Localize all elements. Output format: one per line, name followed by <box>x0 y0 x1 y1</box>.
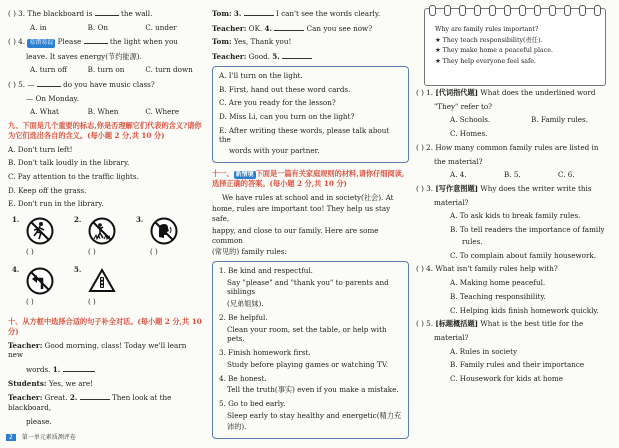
sign-3: 3. ( ) <box>136 215 198 259</box>
rule-5-desc2: 沛的). <box>227 422 247 432</box>
section-10-title: 十、从方框中选择合适的句子补全对话。(每小题 2 分,共 10 分) <box>8 317 202 336</box>
sign-1-answer[interactable]: ( ) <box>26 248 34 257</box>
sign-meaning-b: B. Don't talk loudly in the library. <box>8 158 130 168</box>
question-4: ( ) 4. 易错易混 Please the light when you <box>8 37 178 47</box>
rule-3-desc: Study before playing games or watching TV. <box>227 359 389 369</box>
question-5-options: A. What B. When C. Where <box>30 107 180 117</box>
dialogue-line-6: Tom: Yes, Thank you! <box>212 37 292 47</box>
box-option-a: A. I'll turn on the light. <box>219 70 303 80</box>
passage-line-4: (常见的) family rules: <box>212 247 287 257</box>
answer-blank[interactable] <box>80 392 110 400</box>
box-option-e-cont: words with your partner. <box>229 146 320 156</box>
sign-3-answer[interactable]: ( ) <box>150 248 158 257</box>
answer-blank[interactable] <box>37 79 61 87</box>
sign-4-answer[interactable]: ( ) <box>26 298 34 307</box>
new-context-tag: 新情境 <box>235 170 254 178</box>
rule-5-desc: Sleep early to stay healthy and energetic(精力充 <box>227 410 402 420</box>
reading-q3-option-c: C. To complain about family housework. <box>450 250 597 260</box>
sign-5-answer[interactable]: ( ) <box>88 298 96 307</box>
reading-q3: ( ) 3. [写作意图题] Why does the writer write this <box>416 184 592 194</box>
question-5-line2: — On Monday. <box>26 93 79 103</box>
question-4-line2: leave. It saves energy(节约能源). <box>26 51 142 61</box>
notebook-text: Why are family rules important? ★ They teach responsibility(责任). ★ They make home a peaceful place. ★ They help everyone feel safe. <box>435 26 553 66</box>
reading-q4-option-a: A. Making home peaceful. <box>450 278 546 288</box>
sign-5: 5. ( ) <box>74 265 136 309</box>
sign-meaning-c: C. Pay attention to the traffic lights. <box>8 172 139 181</box>
question-3-options: A. in B. On C. under <box>30 22 177 32</box>
sign-1: 1. ( ) <box>12 215 74 259</box>
section-11-title: 十一、 新情境 下面是一篇有关家庭规则的材料,请你仔细阅读,选择正确的答案。(每小题 2 分,共 10 分) <box>212 168 405 188</box>
reading-q2: ( ) 2. How many common family rules are listed in <box>416 142 599 152</box>
reading-q3-option-b-cont: rules. <box>462 236 483 246</box>
reading-q2-line2: the material? <box>434 156 483 166</box>
box-option-e: E. After writing these words, please talk about the <box>219 125 390 145</box>
dialogue-line-1: Teacher: Good morning, class! Today we'll learn new <box>8 340 187 360</box>
notebook-card <box>424 8 606 86</box>
sign-4: 4. ( ) <box>12 265 74 309</box>
reading-q5-option-a: A. Rules in society <box>450 346 518 356</box>
answer-blank[interactable] <box>274 23 304 31</box>
keep-off-grass-sign-icon <box>88 217 116 245</box>
answer-blank[interactable] <box>63 364 95 372</box>
dialogue-line-7: Teacher: Good. 5. <box>212 51 409 62</box>
reading-q3-line2: material? <box>434 197 469 207</box>
passage-line-3: happy, and close to our family. Here are some common <box>212 225 379 245</box>
reading-q4: ( ) 4. What isn't family rules help with? <box>416 264 558 274</box>
reading-q1: ( ) 1. [代词指代题] What does the underlined word <box>416 88 596 97</box>
question-tag: 易错易混 <box>29 39 54 47</box>
answer-blank[interactable] <box>95 8 119 16</box>
dialogue-line-1b: words. 1. <box>8 364 203 375</box>
dialogue-line-2: Students: Yes, we are! <box>8 378 94 388</box>
reading-q4-option-b: B. Teaching responsibility. <box>450 291 546 301</box>
page-footer <box>6 432 76 441</box>
family-rules-box <box>212 261 409 439</box>
box-option-d: D. Miss Li, can you turn on the light? <box>219 112 355 122</box>
question-3: ( ) 3. The blackboard is the wall. <box>8 9 153 18</box>
question-4-options: A. turn off B. turn on C. turn down <box>30 65 193 75</box>
reading-q5-option-c: C. Housework for kids at home <box>450 374 563 384</box>
dialogue-line-4: Tom: 3. I can't see the words clearly. <box>212 9 381 18</box>
options-box <box>212 66 409 163</box>
reading-q1-line2: "They" refer to? <box>434 101 493 111</box>
reading-q5: ( ) 5. [标题概括题] What is the best title for the <box>416 319 584 329</box>
reading-q1-option-c: C. Homes. <box>450 129 488 139</box>
answer-blank[interactable] <box>244 8 274 16</box>
passage-line-1: We have rules at school and in society(社会). At <box>222 192 394 202</box>
rule-4-desc: Tell the truth(事实) even if you make a mistake. <box>227 385 399 395</box>
rule-2-desc: Clean your room, set the table, or help with pets. <box>227 324 387 344</box>
section-9-title: 九、下面是几个重要的标志,你是否理解它们代表的含义?请你为它们选出各自的含义。(每小题 2 分,共 10 分) <box>8 121 202 140</box>
question-5: ( ) 5. — do you have music class? <box>8 79 155 89</box>
answer-blank[interactable] <box>282 51 312 59</box>
reading-q3-option-a: A. To ask kids to break family rules. <box>450 211 581 221</box>
no-loud-talking-sign-icon <box>150 217 178 245</box>
notebook-spiral <box>425 5 605 15</box>
passage-line-2: home, rules are important too! They help us stay safe, <box>212 204 391 224</box>
no-left-turn-sign-icon <box>26 267 54 295</box>
rule-1-desc2: (兄弟姐妹). <box>227 299 264 309</box>
sign-grid <box>12 215 203 309</box>
footer-label: 第一单元素质测评卷 <box>21 434 76 441</box>
sign-meaning-a: A. Don't turn left! <box>8 144 73 154</box>
reading-q2-options: A. 4. B. 5. C. 6. <box>450 170 575 180</box>
reading-q1-options: A. Schools. B. Family rules. <box>450 115 588 125</box>
answer-blank[interactable] <box>84 36 108 44</box>
rule-4-title: 4. Be honest. <box>219 373 267 383</box>
rule-5-title: 5. Go to bed early. <box>219 398 286 408</box>
no-running-sign-icon <box>26 217 54 245</box>
sign-2: 2. ( ) <box>74 215 136 259</box>
rule-3-title: 3. Finish homework first. <box>219 348 311 358</box>
reading-q5-line2: material? <box>434 332 469 342</box>
reading-q3-option-b: B. To tell readers the importance of family <box>450 225 605 235</box>
column-left <box>8 8 203 431</box>
box-option-c: C. Are you ready for the lesson? <box>219 98 336 108</box>
sign-meaning-d: D. Keep off the grass. <box>8 185 87 195</box>
traffic-light-warning-sign-icon <box>88 267 116 295</box>
rule-1-desc: Say "please" and "thank you" to parents and siblings <box>227 277 389 297</box>
rule-2-title: 2. Be helpful. <box>219 312 268 322</box>
column-right <box>416 88 612 388</box>
reading-q5-option-b: B. Family rules and their importance <box>450 360 585 370</box>
dialogue-line-3: Teacher: Great. 2. Then look at the blackboard, <box>8 393 172 413</box>
sign-meaning-e: E. Don't run in the library. <box>8 199 104 209</box>
sign-2-answer[interactable]: ( ) <box>88 248 96 257</box>
reading-q4-option-c: C. Helping kids finish homework quickly. <box>450 305 599 315</box>
dialogue-line-5: Teacher: OK. 4. Can you see now? <box>212 23 373 33</box>
page-number: 2 <box>6 434 16 441</box>
rule-1-title: 1. Be kind and respectful. <box>219 266 313 276</box>
column-middle <box>212 8 409 439</box>
box-option-b: B. First, hand out these word cards. <box>219 84 351 94</box>
dialogue-line-3b: please. <box>26 416 52 426</box>
